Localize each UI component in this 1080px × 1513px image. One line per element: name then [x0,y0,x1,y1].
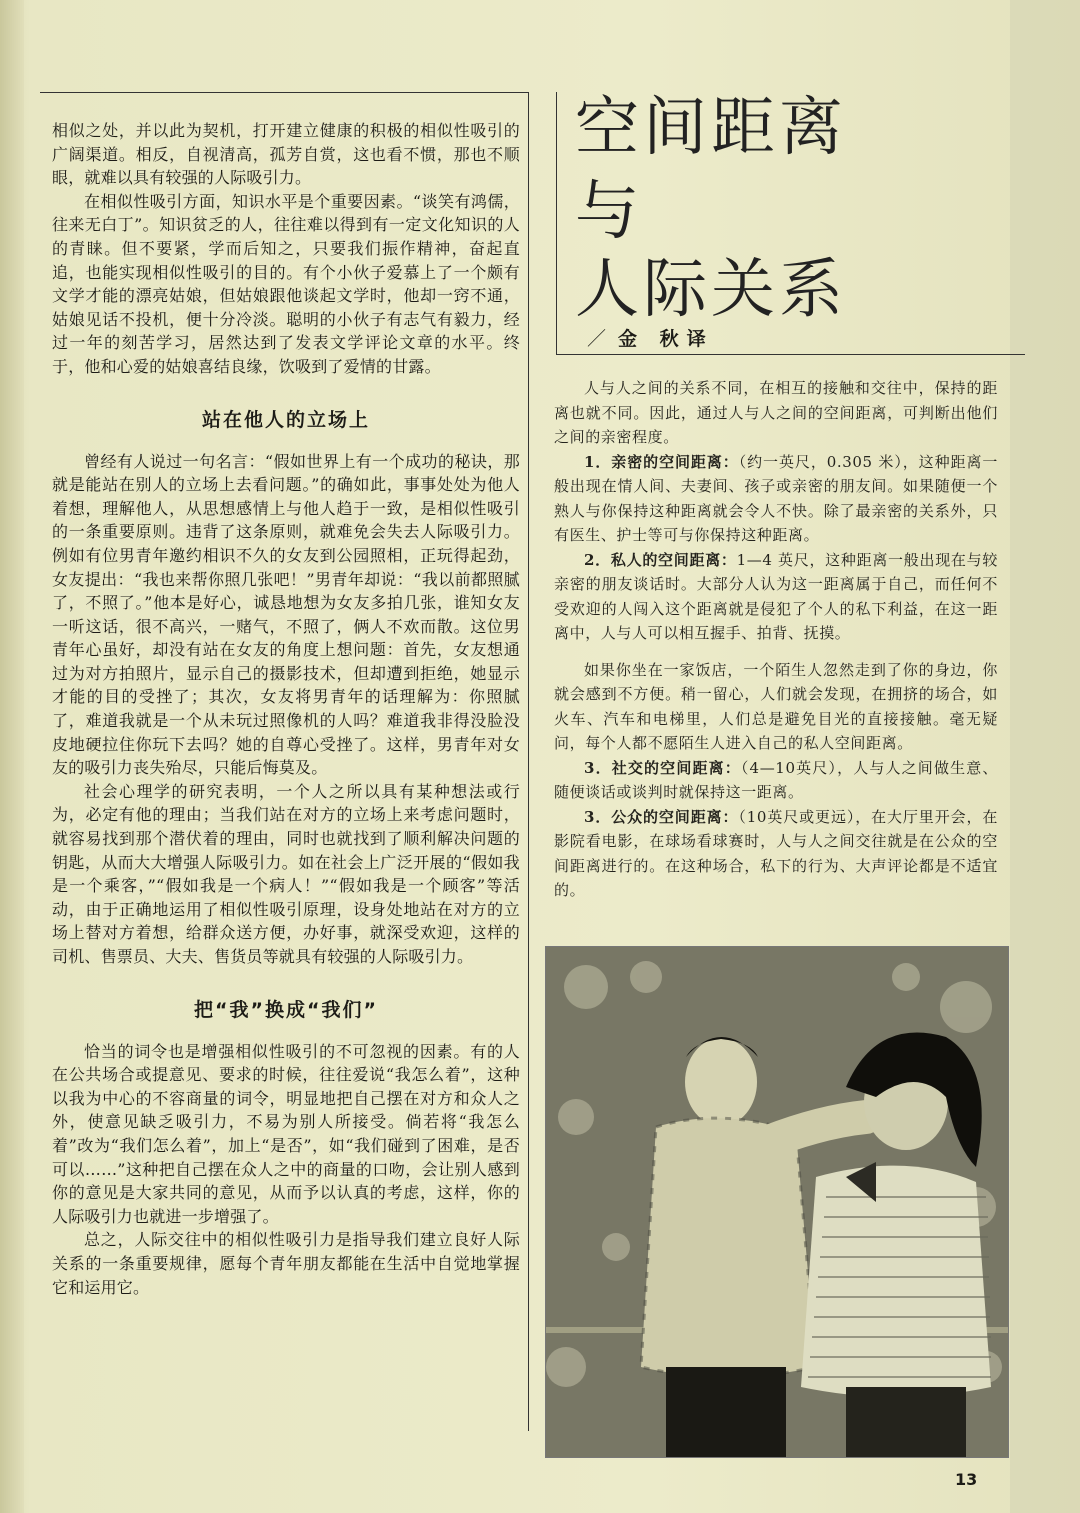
article-title-block [556,92,1025,355]
section-social-distance [554,756,998,805]
section-personal-distance [554,548,998,646]
title-line-1: 空间距离 [575,91,847,165]
photo-two-people [545,946,1009,1458]
section-label: 2．私人的空间距离： [584,550,737,569]
section-public-distance [554,805,998,903]
author-byline [587,324,714,351]
right-paragraph-restaurant: 如果你坐在一家饭店，一个陌生人忽然走到了你的身边，你就会感到不方便。稍一留心，人们就会发现，在拥挤的场合，如火车、汽车和电梯里，人们总是避免目光的直接接触。毫无疑问，每个人都不愿陌生人进入自己的私人空间距离。 [554,660,998,752]
left-paragraph-3: 曾经有人说过一句名言：“假如世界上有一个成功的秘诀，那就是能站在别人的立场上去看问题。”的确如此，事事处处为他人着想，理解他人，从思想感情上与他人趋于一致，是相似性吸引的一条重要原则。违背了这条原则，就难免会失去人际吸引力。例如有位男青年邀约相识不久的女友到公园照相，正玩得起劲，女友提出：“我也来帮你照几张吧！”男青年却说：“我以前都照腻了，不照了。”他本是好心，诚恳地想为女友多拍几张，谁知女友一听这话，很不高兴，一赌气，不照了，俩人不欢而散。这位男青年心虽好，却没有站在女友的角度上想问题：首先，女友想通过为对方拍照片，显示自己的摄影技术，但却遭到拒绝，她显示才能的目的受挫了；其次，女友将男青年的话理解为：你照腻了，难道我就是一个从未玩过照像机的人吗？难道我非得没脸没皮地硬拉住你玩下去吗？她的自尊心受挫了。这样，男青年对女友的吸引力丧失殆尽，只能后悔莫及。 [52,451,520,778]
section-text: 1—4 英尺，这种距离一般出现在与较亲密的朋友谈话时。大部分人认为这一距离属于自己，而任何不受欢迎的人闯入这个距离就是侵犯了个人的私下利益，在这一距离中，人与人可以相互握手、拍背、抚摸。 [554,550,998,642]
left-column [40,92,529,1431]
right-intro: 人与人之间的关系不同，在相互的接触和交往中，保持的距离也就不同。因此，通过人与人之间的空间距离，可判断出他们之间的亲密程度。 [554,379,998,446]
author-name: 金 秋译 [618,328,714,350]
left-paragraph-5: 恰当的词令也是增强相似性吸引的不可忽视的因素。有的人在公共场合或提意见、要求的时候，往往爱说“我怎么着”，这种以我为中心的不容商量的词令，明显地把自己摆在对方和众人之外，使意见缺乏吸引力，不易为别人所接受。倘若将“我怎么着”改为“我们怎么着”，加上“是否”，如“我们碰到了困难，是否可以……”这种把自己摆在众人之中的商量的口吻，会让别人感到你的意见是大家共同的意见，从而予以认真的考虑，这样，你的人际吸引力也就进一步增强了。 [52,1041,520,1226]
left-paragraph-6: 总之，人际交往中的相似性吸引力是指导我们建立良好人际关系的一条重要规律，愿每个青年朋友都能在生活中自觉地掌握它和运用它。 [52,1230,520,1297]
section-text: （10英尺或更远），在大厅里开会，在影院看电影，在球场看球赛时，人与人之间交往就是在公众的空间距离进行的。在这种场合，私下的行为、大声评论都是不适宜的。 [554,807,998,899]
photo-illustration [546,947,1008,1457]
byline-slash-icon: ／ [587,328,615,350]
title-line-3: 人际关系 [575,253,847,327]
left-paragraph-4: 社会心理学的研究表明，一个人之所以具有某种想法或行为，必定有他的理由；当我们站在对方的立场上来考虑问题时，就容易找到那个潜伏着的理由，同时也就找到了顺利解决问题的钥匙，从而大大增强人际吸引力。如在社会上广泛开展的“假如我是一个乘客，”“假如我是一个病人！”“假如我是一个顾客”等活动，由于正确地运用了相似性吸引原理，设身处地站在对方的立场上替对方着想，给群众送方便，办好事，就深受欢迎，这样的司机、售票员、大夫、售货员等就具有较强的人际吸引力。 [52,781,520,966]
page-number: 13 [955,1470,978,1489]
section-label: 3．社交的空间距离： [584,758,741,777]
subheading-stand-in-others-shoes: 站在他人的立场上 [201,408,370,431]
right-column-text [554,376,998,903]
binding-edge [0,0,24,1513]
section-intimate-distance [554,450,998,548]
left-paragraph-2: 在相似性吸引方面，知识水平是个重要因素。“谈笑有鸿儒，往来无白丁”。知识贫乏的人，往往难以得到有一定文化知识的人的青睐。但不要紧，学而后知之，只要我们振作精神，奋起直追，也能实现相似性吸引的目的。有个小伙子爱慕上了一个颇有文学才能的漂亮姑娘，但姑娘跟他谈起文学时，他却一窍不通，姑娘见话不投机，便十分冷淡。聪明的小伙子有志气有毅力，经过一年的刻苦学习，居然达到了发表文学评论文章的水平。终于，他和心爱的姑娘喜结良缘，饮吸到了爱情的甘露。 [52,191,520,376]
left-column-text [52,119,520,1299]
section-text: （约一英尺，0.305 米），这种距离一般出现在情人间、夫妻间、孩子或亲密的朋友间。如果随便一个熟人与你保持这种距离就会令人不快。除了最亲密的关系外，只有医生、护士等可与你保持这种距离。 [554,452,998,544]
subheading-me-to-us: 把“我”换成“我们” [194,998,378,1021]
section-text: （4—10英尺），人与人之间做生意、随便谈话或谈判时就保持这一距离。 [554,758,998,801]
section-label: 3．公众的空间距离： [584,807,739,826]
left-paragraph-1: 相似之处，并以此为契机，打开建立健康的积极的相似性吸引的广阔渠道。相反，自视清高，孤芳自赏，这也看不惯，那也不顺眼，就难以具有较强的人际吸引力。 [52,121,520,188]
section-label: 1．亲密的空间距离： [584,452,739,471]
title-line-2: 与 [575,175,643,249]
